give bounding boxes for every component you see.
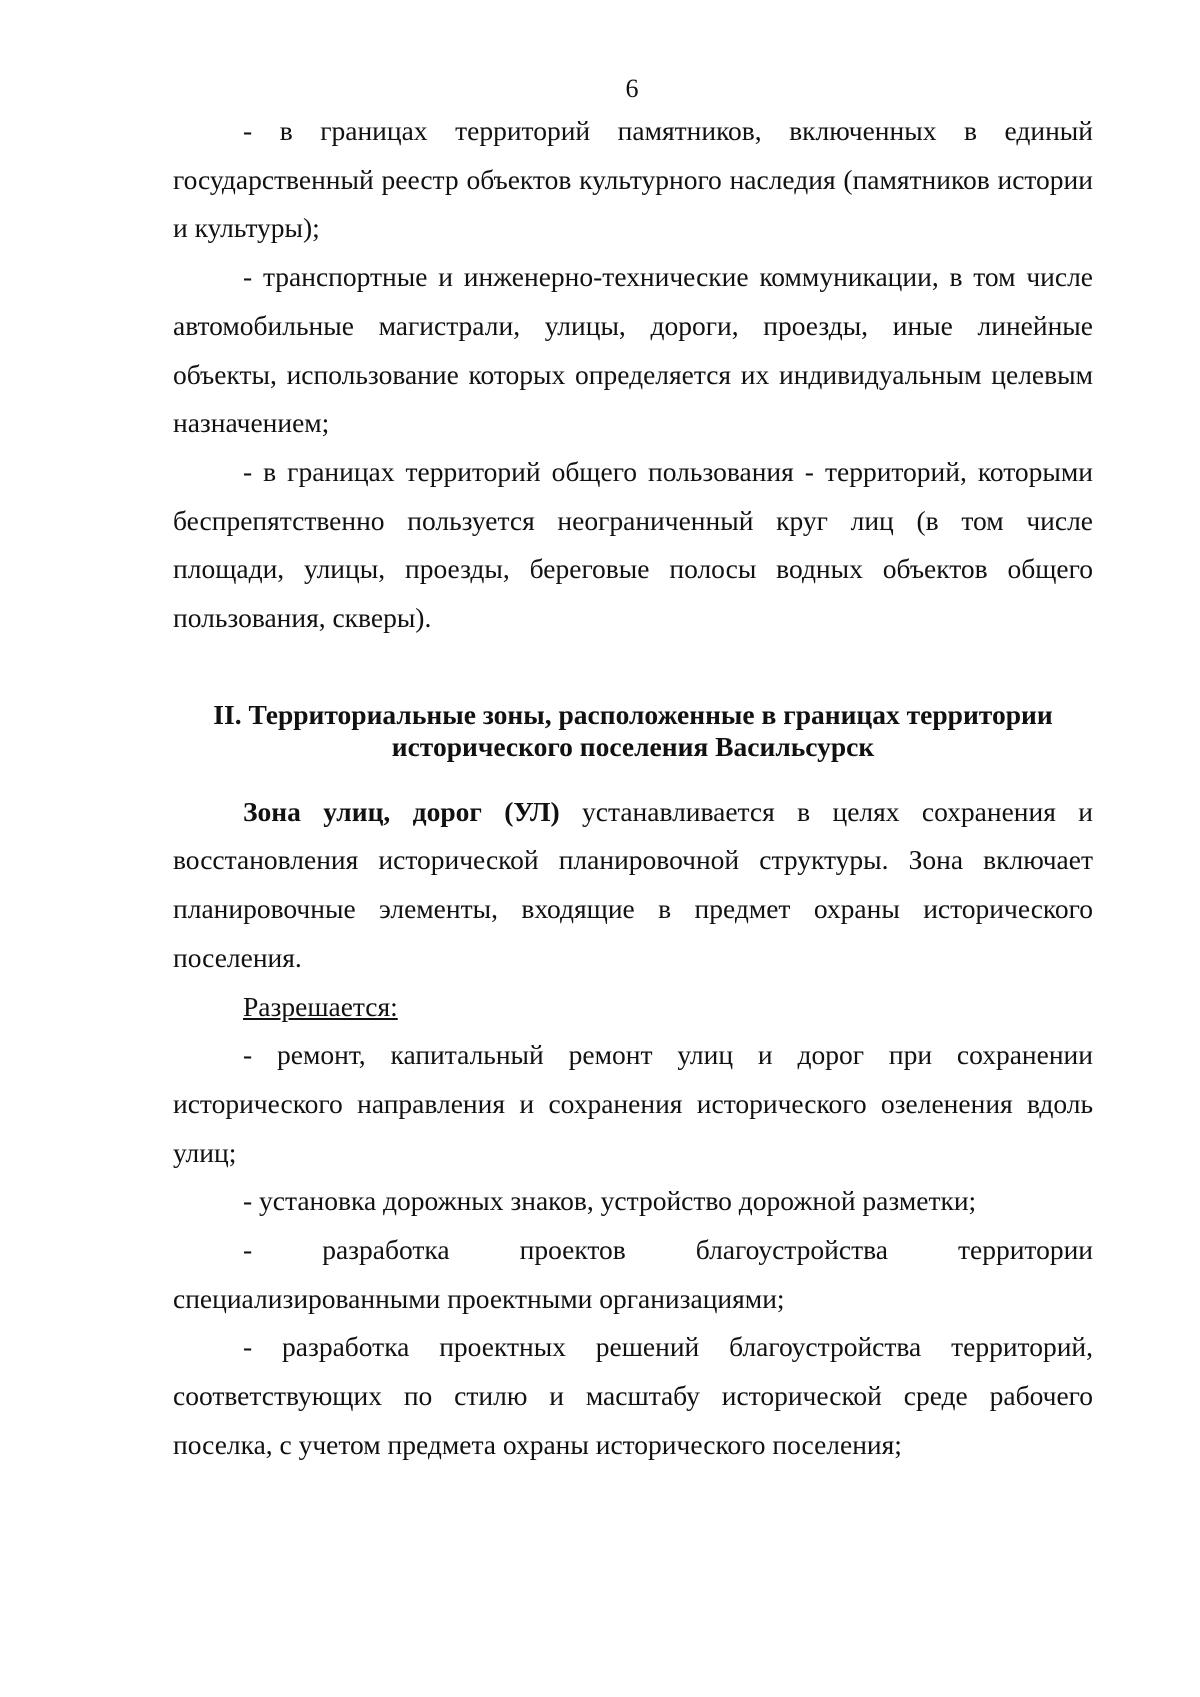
section-heading-line-1: II. Территориальные зоны, расположенные в границах территории — [213, 698, 1053, 730]
paragraph-monuments: - в границах территорий памятников, включенных в единый государственный реестр объектов культурного наследия (памятников истории и культуры); — [173, 115, 1093, 244]
paragraph-public-territories: - в границах территорий общего пользования - территорий, которыми беспрепятственно пользуется неограниченный круг лиц (в том числе площади, улицы, проезды, береговые полосы водных объектов общего пользования, скверы). — [173, 455, 1093, 634]
allowed-item-design-solutions: - разработка проектных решений благоустройства территорий, соответствующих по стилю и масштабу исторической среде рабочего поселка, с учетом предмета охраны исторического поселения; — [173, 1331, 1093, 1460]
paragraph-communications: - транспортные и инженерно-технические коммуникации, в том числе автомобильные магистрали, улицы, дороги, проезды, иные линейные объекты, использование которых определяется их индивидуальным целевым назначением; — [173, 261, 1093, 439]
page-content — [173, 107, 1093, 1470]
section-heading-line-2: исторического поселения Васильсурск — [391, 730, 875, 762]
allowed-label-paragraph — [173, 983, 1093, 1032]
allowed-item-repair: - ремонт, капитальный ремонт улиц и дорог при сохранении исторического направления и сохранения исторического озеленения вдоль улиц; — [173, 1039, 1093, 1168]
allowed-label: Разрешается: — [243, 990, 398, 1022]
zone-description: устанавливается в целях сохранения и восстановления исторической планировочной структуры. Зона включает планировочные элементы, входящие в предмет охраны исторического поселения. — [173, 795, 1093, 973]
allowed-item-improvement-projects: - разработка проектов благоустройства территории специализированными проектными организациями; — [173, 1234, 1093, 1314]
paragraph-zone-intro — [173, 788, 1093, 983]
zone-name: Зона улиц, дорог (УЛ) — [243, 795, 560, 827]
allowed-item-road-signs: - установка дорожных знаков, устройство дорожной разметки; — [243, 1185, 977, 1217]
page-number: 6 — [625, 74, 639, 103]
section-heading — [173, 699, 1093, 763]
